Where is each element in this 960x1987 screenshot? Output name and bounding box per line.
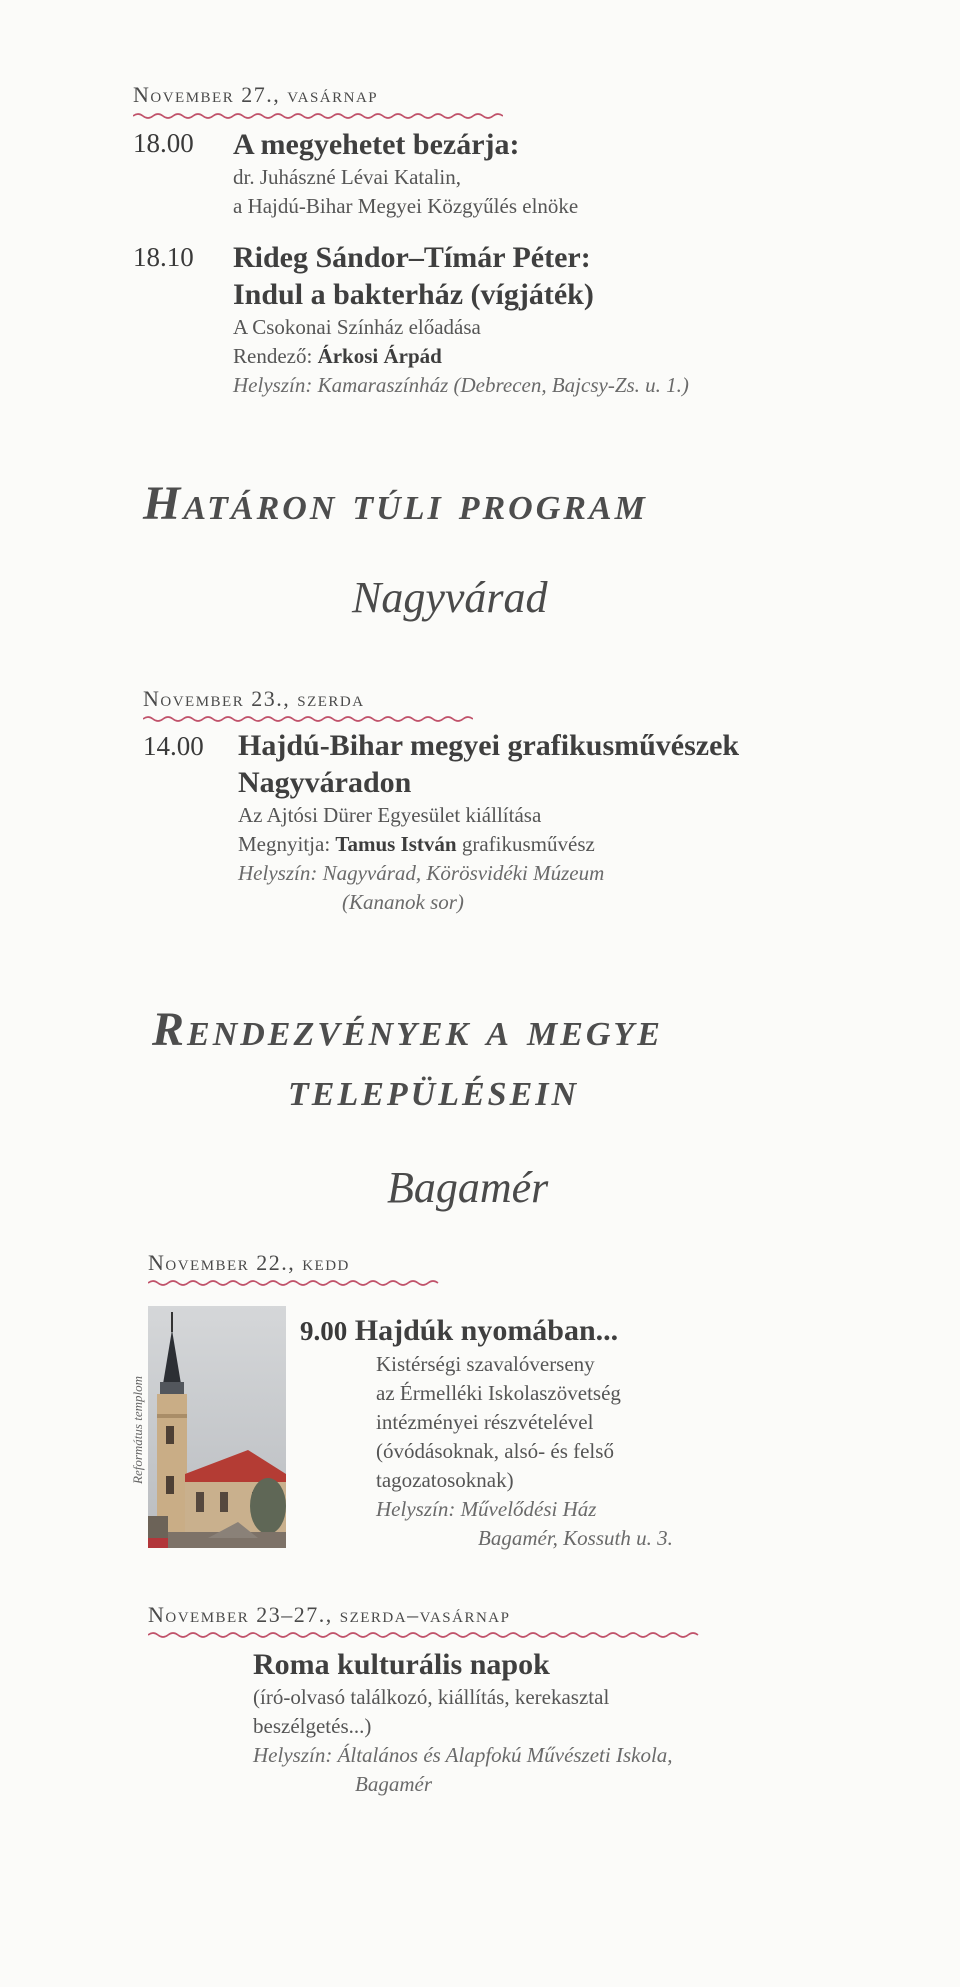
section-heading-county: Rendezvények a megye [152,1003,663,1056]
event-location: Helyszín: Nagyvárad, Körösvidéki Múzeum [238,861,605,885]
town-title-bagamer: Bagamér [387,1163,549,1212]
opener-title: grafikusművész [461,832,595,856]
event-time: 18.00 [133,128,194,158]
event-title-line [300,1312,673,1350]
event-line: intézményei részvételével [376,1410,594,1434]
day-label-nov23: November 23., szerda [143,686,365,711]
event-block [300,1312,673,1553]
town-title-nagyvarad: Nagyvárad [352,573,548,622]
event-block [253,1646,673,1799]
event-line [238,830,739,859]
event-time: 9.00 [300,1316,348,1346]
opener-name: Tamus István [335,832,457,856]
event-line: dr. Juhászné Lévai Katalin, [233,165,462,189]
event-line: (író-olvasó találkozó, kiállítás, kerekasztal [253,1685,610,1709]
event-block [233,126,578,221]
photo-caption-text: Református templom [130,1376,145,1484]
event-title: Hajdúk nyomában... [354,1314,619,1347]
event-line [233,342,689,371]
day-label-nov23-27: November 23–27., szerda–vasárnap [148,1602,511,1627]
day-label-nov22: November 22., kedd [148,1250,350,1275]
event-title: A megyehetet bezárja: [233,128,520,161]
event-location: Helyszín: Általános és Alapfokú Művészeti Iskola, [253,1743,673,1767]
event-block [238,727,739,917]
event-location: Helyszín: Művelődési Ház [376,1497,597,1521]
event-line: tagozatosoknak) [376,1468,514,1492]
event-title: Hajdú-Bihar megyei grafikusművészek [238,729,740,762]
day-label-nov27: November 27., vasárnap [133,82,379,107]
event-title: Roma kulturális napok [253,1648,550,1681]
event-location: Helyszín: Kamaraszínház (Debrecen, Bajcsy-Zs. u. 1.) [233,373,689,397]
event-line: a Hajdú-Bihar Megyei Közgyűlés elnöke [233,194,579,218]
church-photo [148,1306,286,1548]
event-line: Kistérségi szavalóverseny [376,1352,595,1376]
day-underline [148,1279,444,1287]
event-title: Indul a bakterház (vígjáték) [233,278,594,311]
section-heading-cross-border: Határon túli program [143,477,648,530]
event-location: (Kananok sor) [342,890,464,914]
photo-caption [128,1312,146,1552]
event-block [233,239,689,400]
event-title: Nagyváradon [238,766,412,799]
day-underline [148,1631,702,1639]
event-line: A Csokonai Színház előadása [233,315,481,339]
opener-prefix: Megnyitja: [238,832,331,856]
director-name: Árkosi Árpád [317,344,442,368]
event-location: Bagamér [355,1772,432,1796]
event-time: 18.10 [133,242,194,272]
event-location: Bagamér, Kossuth u. 3. [478,1526,673,1550]
event-line: az Érmelléki Iskolaszövetség [376,1381,621,1405]
day-underline [133,112,503,120]
event-title: Rideg Sándor–Tímár Péter: [233,241,591,274]
event-time: 14.00 [143,731,204,761]
event-line: beszélgetés...) [253,1714,372,1738]
event-line: Az Ajtósi Dürer Egyesület kiállítása [238,803,542,827]
event-line: (óvódásoknak, alsó- és felső [376,1439,614,1463]
section-heading-county-line2: településein [288,1063,580,1116]
director-prefix: Rendező: [233,344,313,368]
day-underline [143,715,473,723]
